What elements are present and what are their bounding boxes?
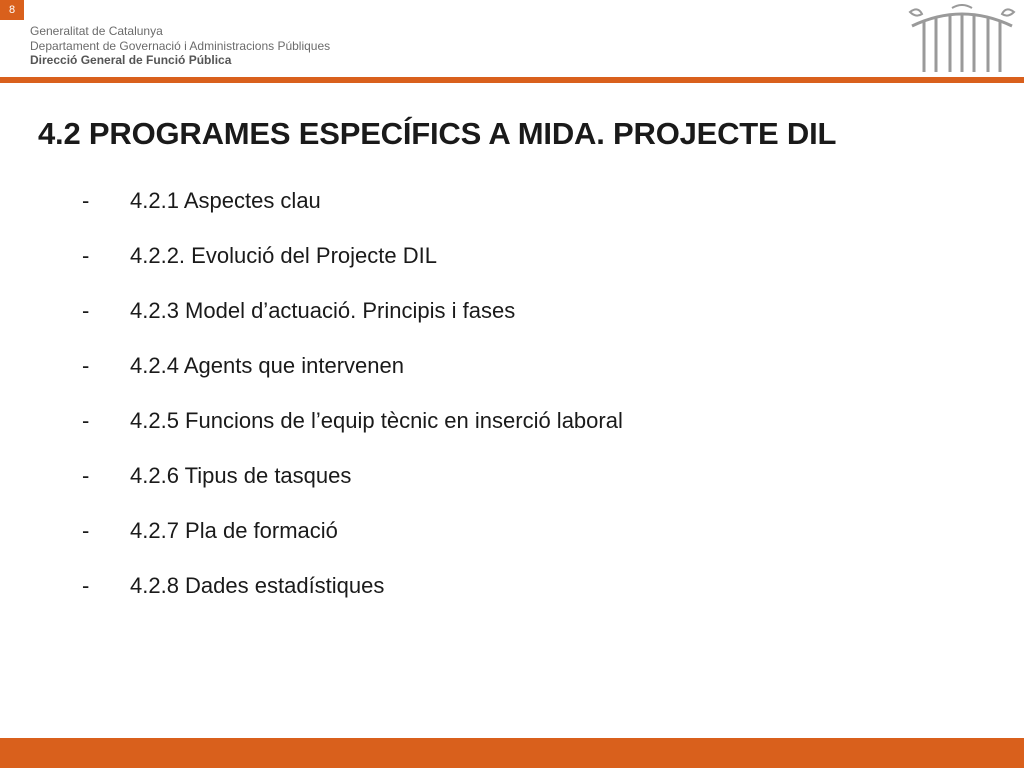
list-item-text: 4.2.5 Funcions de l’equip tècnic en inserció laboral	[130, 408, 623, 433]
list-item	[70, 406, 623, 461]
list-item	[70, 186, 623, 241]
header-organization	[30, 24, 330, 68]
list-bullet: -	[82, 408, 90, 433]
list-bullet: -	[82, 243, 90, 268]
header-line-generalitat: Generalitat de Catalunya	[30, 24, 163, 38]
list-bullet: -	[82, 573, 90, 598]
footer-bar	[0, 738, 1024, 768]
list-bullet: -	[82, 353, 90, 378]
list-item-text: 4.2.3 Model d’actuació. Principis i fases	[130, 298, 516, 323]
list-item	[70, 461, 623, 516]
header-line-direction: Direcció General de Funció Pública	[30, 53, 232, 67]
list-item-text: 4.2.1 Aspectes clau	[130, 188, 321, 213]
list-item-text: 4.2.2. Evolució del Projecte DIL	[130, 243, 437, 268]
list-item	[70, 516, 623, 571]
list-item	[70, 351, 623, 406]
list-item	[70, 241, 623, 296]
slide-number: 8	[0, 0, 24, 20]
list-item-text: 4.2.8 Dades estadístiques	[130, 573, 385, 598]
list-item	[70, 296, 623, 351]
list-bullet: -	[82, 298, 90, 323]
header-line-department: Departament de Governació i Administracions Públiques	[30, 38, 331, 53]
list-item-text: 4.2.4 Agents que intervenen	[130, 353, 404, 378]
header-rule	[0, 77, 1024, 83]
generalitat-crest-icon	[906, 4, 1018, 74]
slide-title: 4.2 PROGRAMES ESPECÍFICS A MIDA. PROJECTE DIL	[38, 116, 837, 151]
list-bullet: -	[82, 518, 90, 543]
list-bullet: -	[82, 463, 90, 488]
agenda-list	[70, 186, 623, 626]
list-item-text: 4.2.7 Pla de formació	[130, 518, 338, 543]
list-bullet: -	[82, 188, 90, 213]
list-item-text: 4.2.6 Tipus de tasques	[130, 463, 352, 488]
list-item	[70, 571, 623, 626]
